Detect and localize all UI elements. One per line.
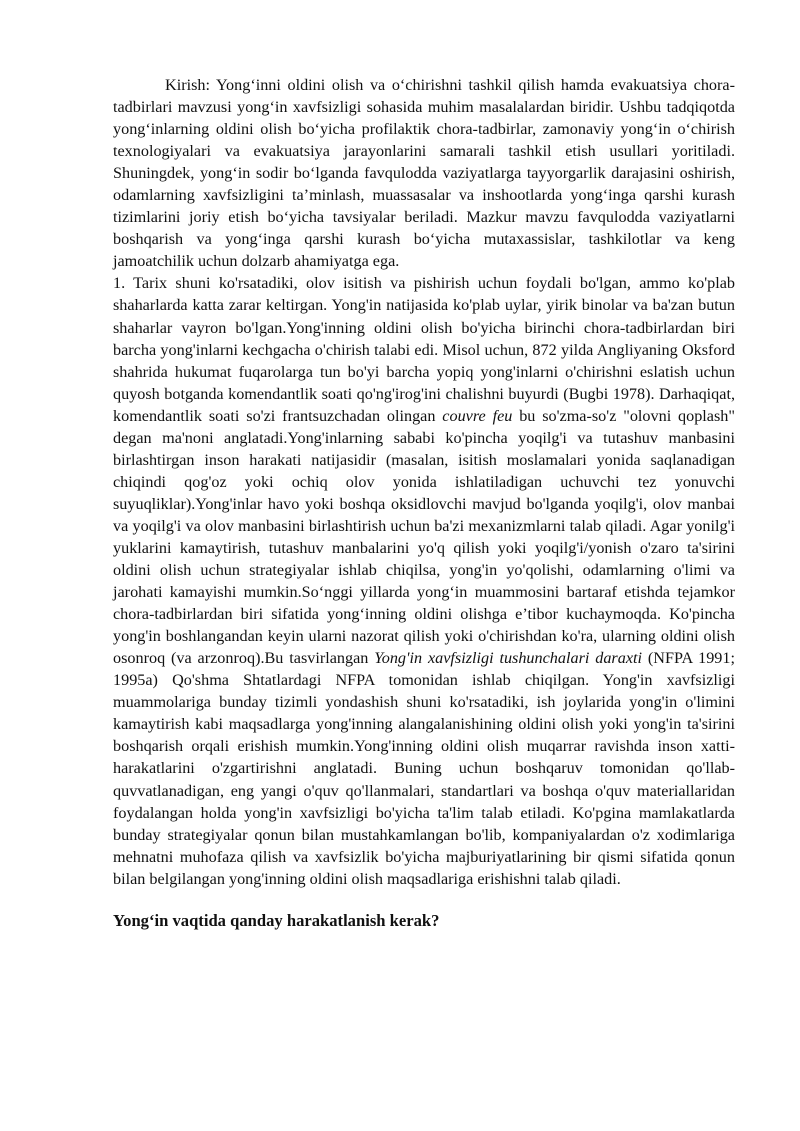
document-page	[113, 74, 735, 932]
body-text-part-1: 1. Tarix shuni ko'rsatadiki, olov isitish va pishirish uchun foydali bo'lgan, ammo ko'plab shaharlarda katta zarar keltirgan. Yong'in natijasida ko'plab uylar, yirik binolar va ba'zan butun shaharlar vayron bo'lgan.Yong'inning oldini olish bo'yicha birinchi chora-tadbirlardan biri barcha yong'inlarni kechgacha o'chirish talabi edi. Misol uchun, 872 yilda Angliyaning Oksford shahrida hukumat fuqarolarga tun bo'yi barcha yopiq yong'inlarni o'chirishni eslatish uchun quyosh botganda komendantlik soati qo'ng'irog'ini chalishni buyurdi (Bugbi 1978). Darhaqiqat, komendantlik soati so'zi frantsuzchadan olingan	[113, 274, 735, 425]
body-paragraph	[113, 272, 735, 889]
body-italic-term-2: Yong'in xavfsizligi tushunchalari daraxti	[374, 649, 642, 668]
section-heading: Yong‘in vaqtida qanday harakatlanish kerak?	[113, 910, 440, 930]
body-text-part-2: bu so'zma-so'z "olovni qoplash" degan ma'noni anglatadi.Yong'inlarning sababi ko'pincha yoqilg'i va tutashuv manbasini birlashtirgan inson harakati natijasidir (masalan, isitish moslamalari yonida saqlanadigan chiqindi qog'oz yoki ochiq olov yonida ishlatiladigan uchuvchi tez yonuvchi suyuqliklar).Yong'inlar havo yoki boshqa oksidlovchi mavjud bo'lganda yoqilg'i, olov manbai va yoqilg'i va olov manbasini birlashtirish uchun ba'zi mexanizmlarni talab qiladi. Agar yonilg'i yuklarini kamaytirish, tutashuv manbalarini yo'q qilish yoki yoqilg'i/yonish o'zaro ta'sirini oldini olish uchun strategiyalar ishlab chiqilsa, yong'in yo'qolishi, odamlarning o'limi va jarohati kamayishi mumkin.So‘nggi yillarda yong‘in muammosini bartaraf etishda tejamkor chora-tadbirlardan biri sifatida yong‘inning oldini olishga e’tibor kuchaymoqda. Ko'pincha yong'in boshlangandan keyin ularni nazorat qilish yoki o'chirishdan ko'ra, ularning oldini olish osonroq (va arzonroq).Bu tasvirlangan	[113, 406, 735, 668]
intro-paragraph: Kirish: Yong‘inni oldini olish va o‘chirishni tashkil qilish hamda evakuatsiya chora-tadbirlari mavzusi yong‘in xavfsizligi sohasida muhim masalalardan biridir. Ushbu tadqiqotda yong‘inlarning oldini olish bo‘yicha profilaktik chora-tadbirlar, zamonaviy yong‘in o‘chirish texnologiyalari va evakuatsiya jarayonlarini samarali tashkil etish usullari yoritiladi. Shuningdek, yong‘in sodir bo‘lganda favqulodda vaziyatlarga tayyorgarlik darajasini oshirish, odamlarning xavfsizligini ta’minlash, muassasalar va inshootlarda yong‘inga qarshi kurash tizimlarini joriy etish bo‘yicha tavsiyalar beriladi. Mazkur mavzu favqulodda vaziyatlarni boshqarish va yong‘inga qarshi kurash bo‘yicha mutaxassislar, tashkilotlar va keng jamoatchilik uchun dolzarb ahamiyatga ega.	[113, 76, 735, 271]
body-italic-term-1: couvre feu	[442, 406, 513, 425]
body-text-part-3: (NFPA 1991; 1995a) Qo'shma Shtatlardagi NFPA tomonidan ishlab chiqilgan. Yong'in xavfsizligi muammolariga bunday tizimli yondashish shuni ko'rsatadiki, ish joylarida yong'in o'limini kamaytirish kabi maqsadlarga yong'inning alangalanishining oldini olish yoki yong'in ta'sirini boshqarish orqali erishish mumkin.Yong'inning oldini olish muqarrar ravishda inson xatti-harakatlarini o'zgartirishni anglatadi. Buning uchun boshqaruv tomonidan qo'llab-quvvatlanadigan, eng yangi o'quv qo'llanmalari, standartlari va boshqa o'quv materiallaridan foydalangan holda yong'in xavfsizligi bo'yicha ta'lim talab etiladi. Ko'pgina mamlakatlarda bunday strategiyalar qonun bilan mustahkamlangan bo'lib, kompaniyalardan o'z xodimlariga mehnatni muhofaza qilish va xavfsizlik bo'yicha majburiyatlarining bir qismi sifatida qonun bilan belgilangan yong'inning oldini olish maqsadlariga erishishni talab qiladi.	[113, 649, 735, 888]
